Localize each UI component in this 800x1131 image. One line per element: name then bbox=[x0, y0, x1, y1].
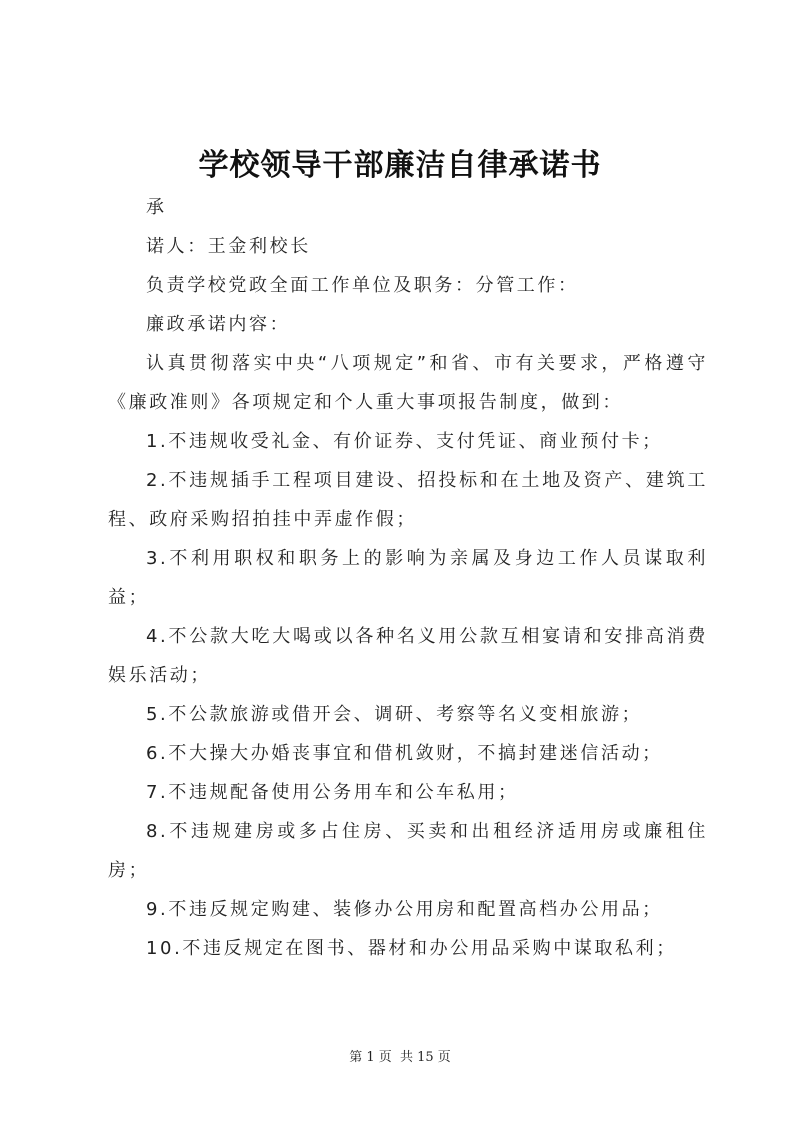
paragraph: 7.不违规配备使用公务用车和公车私用； bbox=[146, 782, 519, 803]
paragraph: 6.不大操大办婚丧事宜和借机敛财，不搞封建迷信活动； bbox=[146, 743, 663, 764]
paragraph: 4.不公款大吃大喝或以各种名义用公款互相宴请和安排高消费娱乐活动； bbox=[108, 626, 708, 686]
paragraph: 1.不违规收受礼金、有价证券、支付凭证、商业预付卡； bbox=[146, 431, 663, 452]
paragraph: 5.不公款旅游或借开会、调研、考察等名义变相旅游； bbox=[146, 704, 643, 725]
paragraph: 负责学校党政全面工作单位及职务：分管工作： bbox=[146, 275, 579, 296]
paragraph: 认真贯彻落实中央“八项规定”和省、市有关要求，严格遵守《廉政准则》各项规定和个人重大事项报告制度，做到： bbox=[108, 353, 708, 413]
paragraph: 9.不违反规定购建、装修办公用房和配置高档办公用品； bbox=[146, 899, 663, 920]
paragraph: 3.不利用职权和职务上的影响为亲属及身边工作人员谋取利益； bbox=[108, 548, 708, 608]
document-title: 学校领导干部廉洁自律承诺书 bbox=[198, 148, 602, 183]
paragraph: 诺人：王金利校长 bbox=[146, 236, 311, 257]
page-number-label: 第 1 页 共 15 页 bbox=[349, 1050, 451, 1065]
paragraph: 2.不违规插手工程项目建设、招投标和在土地及资产、建筑工程、政府采购招拍挂中弄虚作假； bbox=[108, 470, 708, 530]
paragraph: 廉政承诺内容： bbox=[146, 314, 291, 335]
page-footer bbox=[0, 1046, 800, 1065]
paragraph: 10.不违反规定在图书、器材和办公用品采购中谋取私利； bbox=[146, 938, 677, 959]
document-body bbox=[108, 188, 708, 968]
paragraph: 8.不违规建房或多占住房、买卖和出租经济适用房或廉租住房； bbox=[108, 821, 708, 881]
paragraph: 承 bbox=[146, 197, 167, 218]
